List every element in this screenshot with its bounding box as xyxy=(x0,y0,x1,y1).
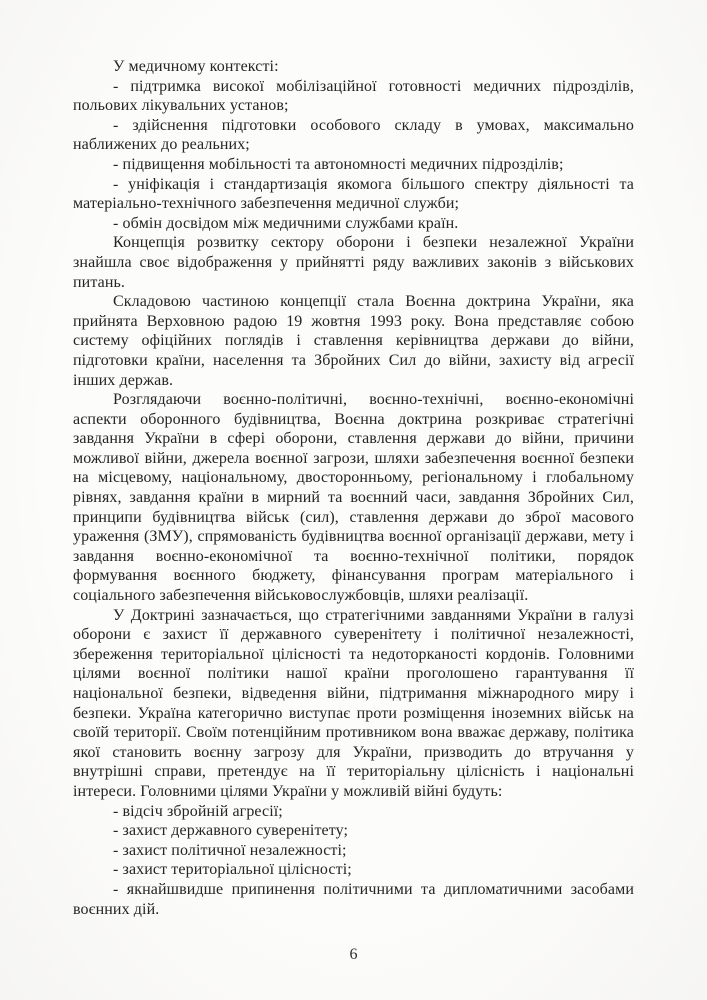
list-item: - відсіч збройній агресії; xyxy=(113,802,283,820)
list-item: - підвищення мобільності та автономності медичних підрозділів; xyxy=(113,155,564,173)
list-item: - захист державного суверенітету; xyxy=(113,822,349,840)
document-body-text xyxy=(73,57,634,919)
list-item: - якнайшвидше припинення політичними та дипломатичними засобами воєнних дій. xyxy=(73,880,634,918)
list-item: - уніфікація і стандартизація якомога більшого спектру діяльності та матеріально-технічного забезпечення медичної служби; xyxy=(73,175,634,213)
list-item: - захист територіальної цілісності; xyxy=(113,861,352,879)
page-number: 6 xyxy=(349,946,358,963)
paragraph: Складовою частиною концепції стала Воєнна доктрина України, яка прийнята Верховною радою 19 жовтня 1993 року. Вона представляє собою систему офіційних поглядів і ставлення керівництва держави до війни, підготовки країни, населення та Збройних Сил до війни, захисту від агресії інших держав. xyxy=(73,293,634,389)
paragraph: Розглядаючи воєнно-політичні, воєнно-технічні, воєнно-економічні аспекти оборонного будівництва, Воєнна доктрина розкриває стратегічні завдання України в сфері оборони, ставлення держави до війни, причини можливої війни, джерела воєнної загрози, шляхи забезпечення воєнної безпеки на місцевому, національному, двосторонньому, регіональному і глобальному рівнях, завдання країни в мирний та воєнний часи, завдання Збройних Сил, принципи будівництва військ (сил), ставлення держави до зброї масового ураження (ЗМУ), спрямованість будівництва воєнної організації держави, мету і завдання воєнно-економічної та воєнно-технічної політики, порядок формування воєнного бюджету, фінансування програм матеріального і соціального забезпечення військовослужбовців, шляхи реалізації. xyxy=(73,391,634,605)
list-item: - підтримка високої мобілізаційної готовності медичних підрозділів, польових лікувальних установ; xyxy=(73,77,634,115)
paragraph: У медичному контексті: xyxy=(113,58,279,75)
list-item: - захист політичної незалежності; xyxy=(113,841,347,859)
list-item: - обмін досвідом між медичними службами країн. xyxy=(113,214,459,232)
paragraph: У Доктрині зазначається, що стратегічними завданнями України в галузі оборони є захист її державного суверенітету і політичної незалежності, збереження територіальної цілісності та недоторканості кордонів. Головними цілями воєнної політики нашої країни проголошено гарантування її національної безпеки, відведення війни, підтримання міжнародного миру і безпеки. Україна категорично виступає проти розміщення іноземних військ на своїй території. Своїм потенційним противником вона вважає державу, політика якої становить воєнну загрозу для України, призводить до втручання у внутрішні справи, претендує на її територіальну цілісність і національні інтереси. Головними цілями України у можливій війні будуть: xyxy=(73,606,634,800)
paragraph: Концепція розвитку сектору оборони і безпеки незалежної України знайшла своє відображення у прийнятті ряду важливих законів з військових питань. xyxy=(73,234,634,291)
list-item: - здійснення підготовки особового складу в умовах, максимально наближених до реальних; xyxy=(73,116,634,154)
